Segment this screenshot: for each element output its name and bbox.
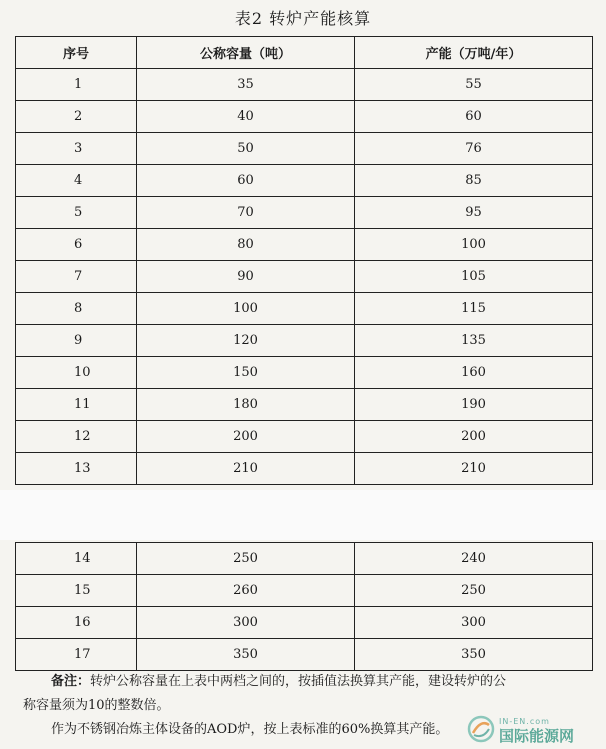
cell-index: 12 xyxy=(16,421,137,453)
cell-output: 76 xyxy=(355,133,593,165)
cell-index: 6 xyxy=(16,229,137,261)
cell-index: 10 xyxy=(16,357,137,389)
cell-index: 7 xyxy=(16,261,137,293)
header-output: 产能（万吨/年） xyxy=(355,37,593,69)
watermark xyxy=(467,712,599,746)
table-row xyxy=(16,575,593,607)
cell-index: 1 xyxy=(16,69,137,101)
table-row xyxy=(16,421,593,453)
cell-index: 5 xyxy=(16,197,137,229)
cell-capacity: 100 xyxy=(137,293,355,325)
cell-output: 85 xyxy=(355,165,593,197)
note-line-2: 称容量须为10的整数倍。 xyxy=(23,698,170,713)
cell-capacity: 350 xyxy=(137,639,355,671)
cell-output: 55 xyxy=(355,69,593,101)
capacity-table-part1 xyxy=(15,36,593,485)
capacity-table-part2 xyxy=(15,542,593,671)
cell-index: 9 xyxy=(16,325,137,357)
table-row xyxy=(16,133,593,165)
watermark-en: IN-EN.com xyxy=(499,717,550,726)
table-row xyxy=(16,325,593,357)
header-index: 序号 xyxy=(16,37,137,69)
cell-index: 17 xyxy=(16,639,137,671)
note-line-3: 作为不锈钢冶炼主体设备的AOD炉，按上表标准的60%换算其产能。 xyxy=(51,722,449,737)
cell-output: 60 xyxy=(355,101,593,133)
cell-output: 160 xyxy=(355,357,593,389)
cell-index: 2 xyxy=(16,101,137,133)
watermark-cn: 国际能源网 xyxy=(499,727,575,745)
cell-capacity: 260 xyxy=(137,575,355,607)
table-header-row xyxy=(16,37,593,69)
note-line-1 xyxy=(23,670,588,694)
table-row xyxy=(16,389,593,421)
header-capacity: 公称容量（吨） xyxy=(137,37,355,69)
cell-capacity: 180 xyxy=(137,389,355,421)
cell-capacity: 150 xyxy=(137,357,355,389)
note-label: 备注： xyxy=(51,674,91,689)
cell-output: 350 xyxy=(355,639,593,671)
cell-index: 8 xyxy=(16,293,137,325)
cell-index: 16 xyxy=(16,607,137,639)
in-en-logo-icon xyxy=(467,715,495,743)
cell-index: 13 xyxy=(16,453,137,485)
table-row xyxy=(16,101,593,133)
cell-index: 14 xyxy=(16,543,137,575)
cell-output: 240 xyxy=(355,543,593,575)
cell-output: 300 xyxy=(355,607,593,639)
cell-output: 200 xyxy=(355,421,593,453)
cell-capacity: 300 xyxy=(137,607,355,639)
cell-output: 115 xyxy=(355,293,593,325)
table-row xyxy=(16,293,593,325)
table-row xyxy=(16,69,593,101)
cell-output: 135 xyxy=(355,325,593,357)
cell-capacity: 60 xyxy=(137,165,355,197)
table-row xyxy=(16,357,593,389)
cell-index: 3 xyxy=(16,133,137,165)
cell-capacity: 200 xyxy=(137,421,355,453)
cell-capacity: 70 xyxy=(137,197,355,229)
cell-capacity: 90 xyxy=(137,261,355,293)
cell-capacity: 80 xyxy=(137,229,355,261)
cell-index: 11 xyxy=(16,389,137,421)
cell-index: 4 xyxy=(16,165,137,197)
cell-capacity: 250 xyxy=(137,543,355,575)
cell-capacity: 35 xyxy=(137,69,355,101)
cell-capacity: 50 xyxy=(137,133,355,165)
cell-output: 100 xyxy=(355,229,593,261)
note-text-1: 转炉公称容量在上表中两档之间的，按插值法换算其产能，建设转炉的公 xyxy=(90,674,507,689)
cell-output: 105 xyxy=(355,261,593,293)
table-row xyxy=(16,261,593,293)
table-title: 表2 转炉产能核算 xyxy=(234,9,372,28)
cell-output: 250 xyxy=(355,575,593,607)
table-row xyxy=(16,197,593,229)
table-row xyxy=(16,165,593,197)
cell-capacity: 210 xyxy=(137,453,355,485)
cell-output: 190 xyxy=(355,389,593,421)
table-row xyxy=(16,607,593,639)
cell-index: 15 xyxy=(16,575,137,607)
cell-output: 95 xyxy=(355,197,593,229)
cell-output: 210 xyxy=(355,453,593,485)
table-row xyxy=(16,453,593,485)
cell-capacity: 120 xyxy=(137,325,355,357)
page-break-gap xyxy=(0,490,606,540)
cell-capacity: 40 xyxy=(137,101,355,133)
table-row xyxy=(16,229,593,261)
table-row xyxy=(16,639,593,671)
table-row xyxy=(16,543,593,575)
